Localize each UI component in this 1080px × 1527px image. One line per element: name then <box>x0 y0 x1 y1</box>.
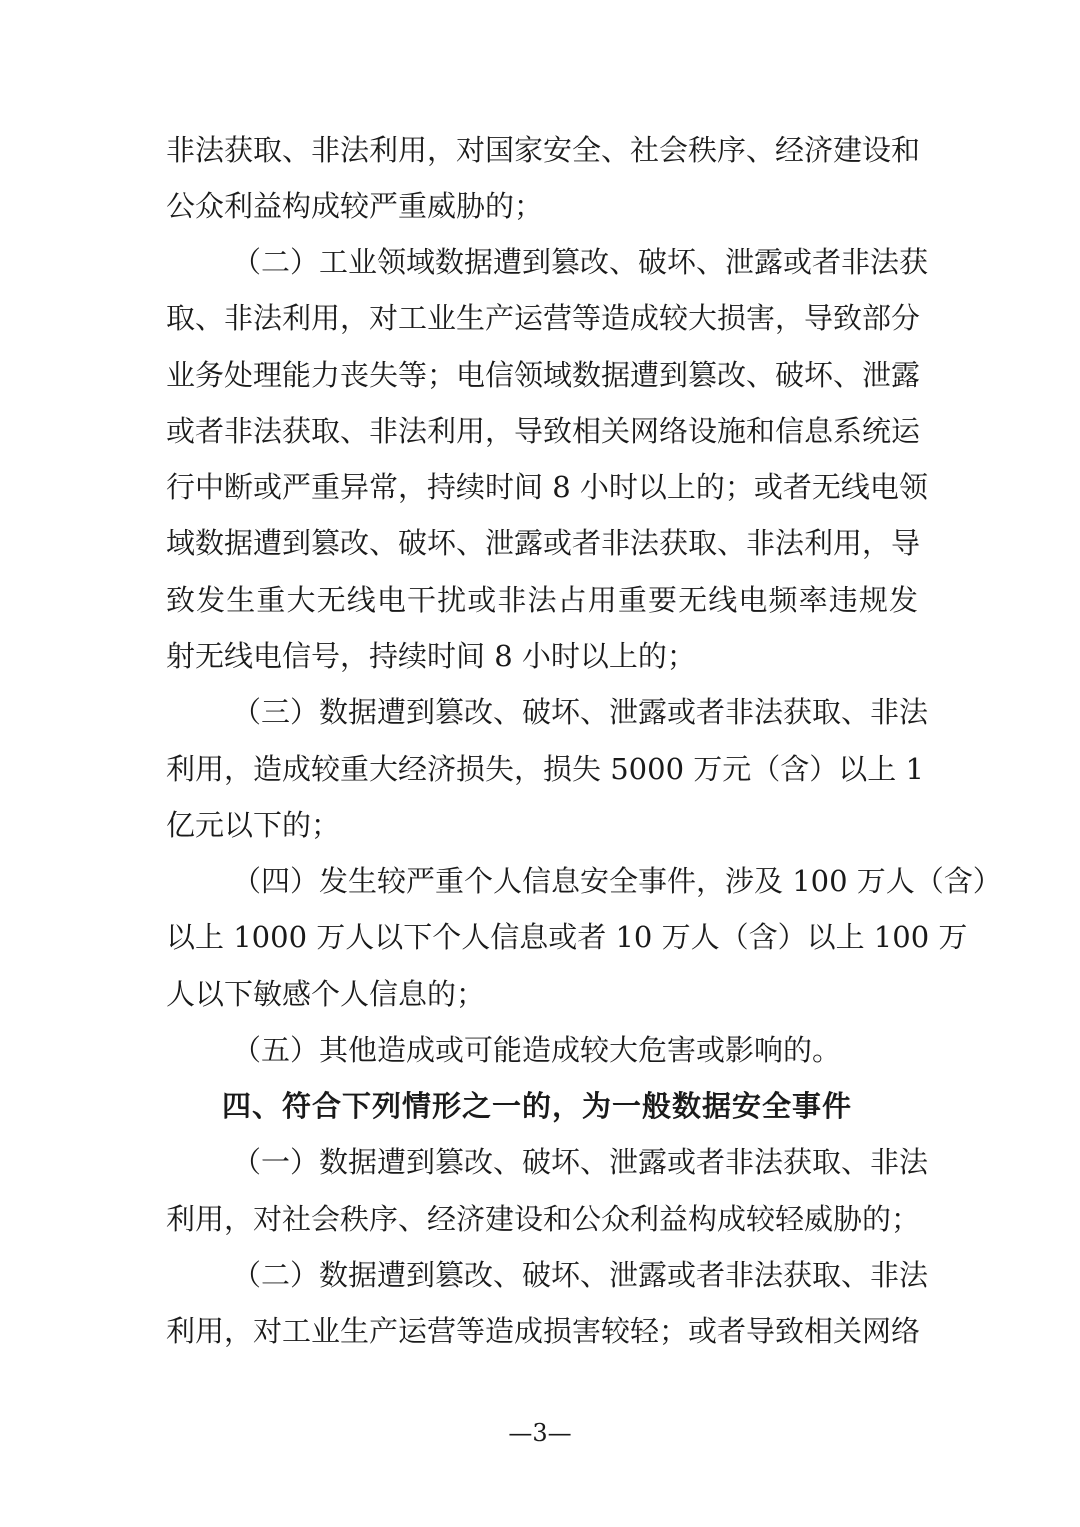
section-heading: 四、符合下列情形之一的，为一般数据安全事件 <box>222 1089 853 1123</box>
text-line: 公众利益构成较严重威胁的； <box>166 189 544 223</box>
text-line: 人以下敏感个人信息的； <box>166 977 486 1011</box>
text-line: 致发生重大无线电干扰或非法占用重要无线电频率违规发 <box>166 583 918 617</box>
text-line: 取、非法利用，对工业生产运营等造成较大损害，导致部分 <box>166 301 921 335</box>
text-line: （三）数据遭到篡改、破坏、泄露或者非法获取、非法 <box>232 695 929 729</box>
text-line: 利用，对工业生产运营等造成损害较轻；或者导致相关网络 <box>166 1314 921 1348</box>
text-line: （四）发生较严重个人信息安全事件，涉及 100 万人（含） <box>232 864 1002 898</box>
text-line: 业务处理能力丧失等；电信领域数据遭到篡改、破坏、泄露 <box>166 358 921 392</box>
text-line: 以上 1000 万人以下个人信息或者 10 万人（含）以上 100 万 <box>166 920 968 954</box>
page-number: —3— <box>508 1419 572 1447</box>
text-line: 域数据遭到篡改、破坏、泄露或者非法获取、非法利用，导 <box>166 526 921 560</box>
text-line: 射无线电信号，持续时间 8 小时以上的； <box>166 639 696 673</box>
text-line: 或者非法获取、非法利用，导致相关网络设施和信息系统运 <box>166 414 921 448</box>
text-line: 亿元以下的； <box>166 808 341 842</box>
text-line: （一）数据遭到篡改、破坏、泄露或者非法获取、非法 <box>232 1145 929 1179</box>
text-line: 利用，对社会秩序、经济建设和公众利益构成较轻威胁的； <box>166 1202 921 1236</box>
text-line: （五）其他造成或可能造成较大危害或影响的。 <box>232 1033 842 1067</box>
text-line: 行中断或严重异常，持续时间 8 小时以上的；或者无线电领 <box>166 470 928 504</box>
text-line: （二）工业领域数据遭到篡改、破坏、泄露或者非法获 <box>232 245 929 279</box>
text-line: 非法获取、非法利用，对国家安全、社会秩序、经济建设和 <box>166 133 921 167</box>
text-line: （二）数据遭到篡改、破坏、泄露或者非法获取、非法 <box>232 1258 929 1292</box>
text-line: 利用，造成较重大经济损失，损失 5000 万元（含）以上 1 <box>166 752 924 786</box>
